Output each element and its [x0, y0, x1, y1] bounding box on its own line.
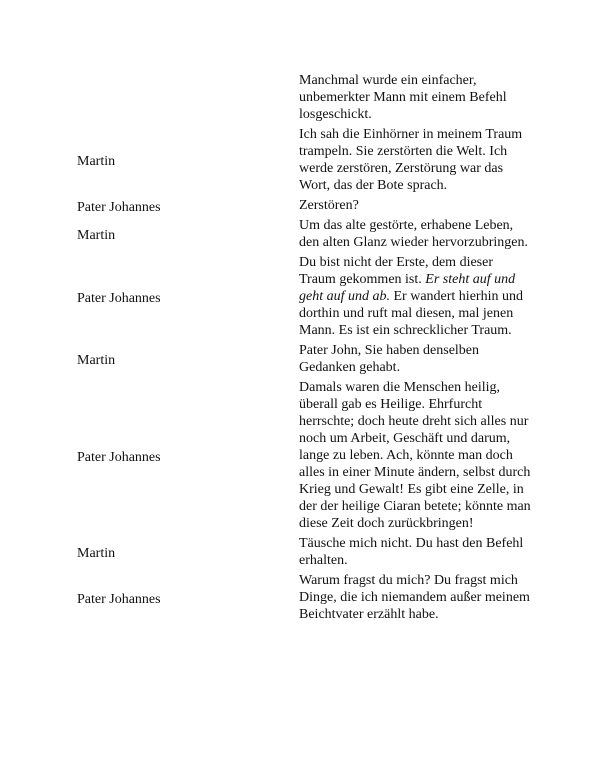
speaker-name: Martin [77, 353, 116, 368]
dialogue-line [299, 379, 531, 535]
dialogue-row [77, 379, 537, 535]
speaker-name: Pater Johannes [77, 290, 161, 306]
dialogue-row [77, 342, 537, 379]
dialogue-line [299, 535, 531, 572]
line-text: Zerstören? [299, 198, 359, 213]
line-text: Warum fragst du mich? Du fragst mich Dinge, die ich niemandem außer meinem Beichtvater erzählt habe. [299, 573, 530, 622]
dialogue-line [299, 342, 531, 379]
dialogue-row [77, 72, 537, 126]
dialogue-row [77, 197, 537, 217]
line-text: Ich sah die Einhörner in meinem Traum trampeln. Sie zerstörten die Welt. Ich werde zerstören, Zerstörung war das Wort, das der Bote sprach. [299, 127, 523, 193]
line-text: Du bist nicht der Erste, dem dieser Traum gekommen ist. [299, 255, 494, 287]
dialogue-line [299, 217, 531, 254]
speaker-name: Martin [77, 228, 116, 243]
line-text: Pater John, Sie haben denselben Gedanken gehabt. [299, 343, 480, 375]
dialogue-line [299, 197, 531, 217]
dialogue-row [77, 254, 537, 342]
dialogue-line [299, 126, 531, 197]
line-text: Manchmal wurde ein einfacher, unbemerkter Mann mit einem Befehl losgeschickt. [299, 73, 507, 122]
dialogue-row [77, 535, 537, 572]
speaker-name: Pater Johannes [77, 199, 161, 215]
stage-direction: Er steht auf und geht auf und ab. [299, 272, 516, 304]
dialogue-table [77, 72, 537, 626]
speaker-name: Martin [77, 154, 116, 169]
line-text: Um das alte gestörte, erhabene Leben, den alten Glanz wieder hervorzubringen. [299, 218, 528, 250]
dialogue-row [77, 217, 537, 254]
speaker-name: Pater Johannes [77, 449, 161, 465]
dialogue-row [77, 126, 537, 197]
line-text: Er wandert hierhin und dorthin und ruft mal diesen, mal jenen Mann. Es ist ein schrecklicher Traum. [299, 289, 523, 338]
speaker-name: Martin [77, 546, 116, 561]
dialogue-line [299, 72, 531, 126]
dialogue-line [299, 572, 531, 626]
speaker-name: Pater Johannes [77, 591, 161, 607]
line-text: Damals waren die Menschen heilig, überall gab es Heilige. Ehrfurcht herrschte; doch heute dreht sich alles nur noch um Arbeit, Geschäft und darum, lange zu leben. Ach, könnte man doch alles in einer Minute ändern, selbst durch Krieg und Gewalt! Es gibt eine Zelle, in der der heilige Ciaran betete; könnte man diese Zeit doch zurückbringen! [299, 380, 531, 531]
line-text: Täusche mich nicht. Du hast den Befehl erhalten. [299, 536, 524, 568]
dialogue-line [299, 254, 531, 342]
dialogue-row [77, 572, 537, 626]
